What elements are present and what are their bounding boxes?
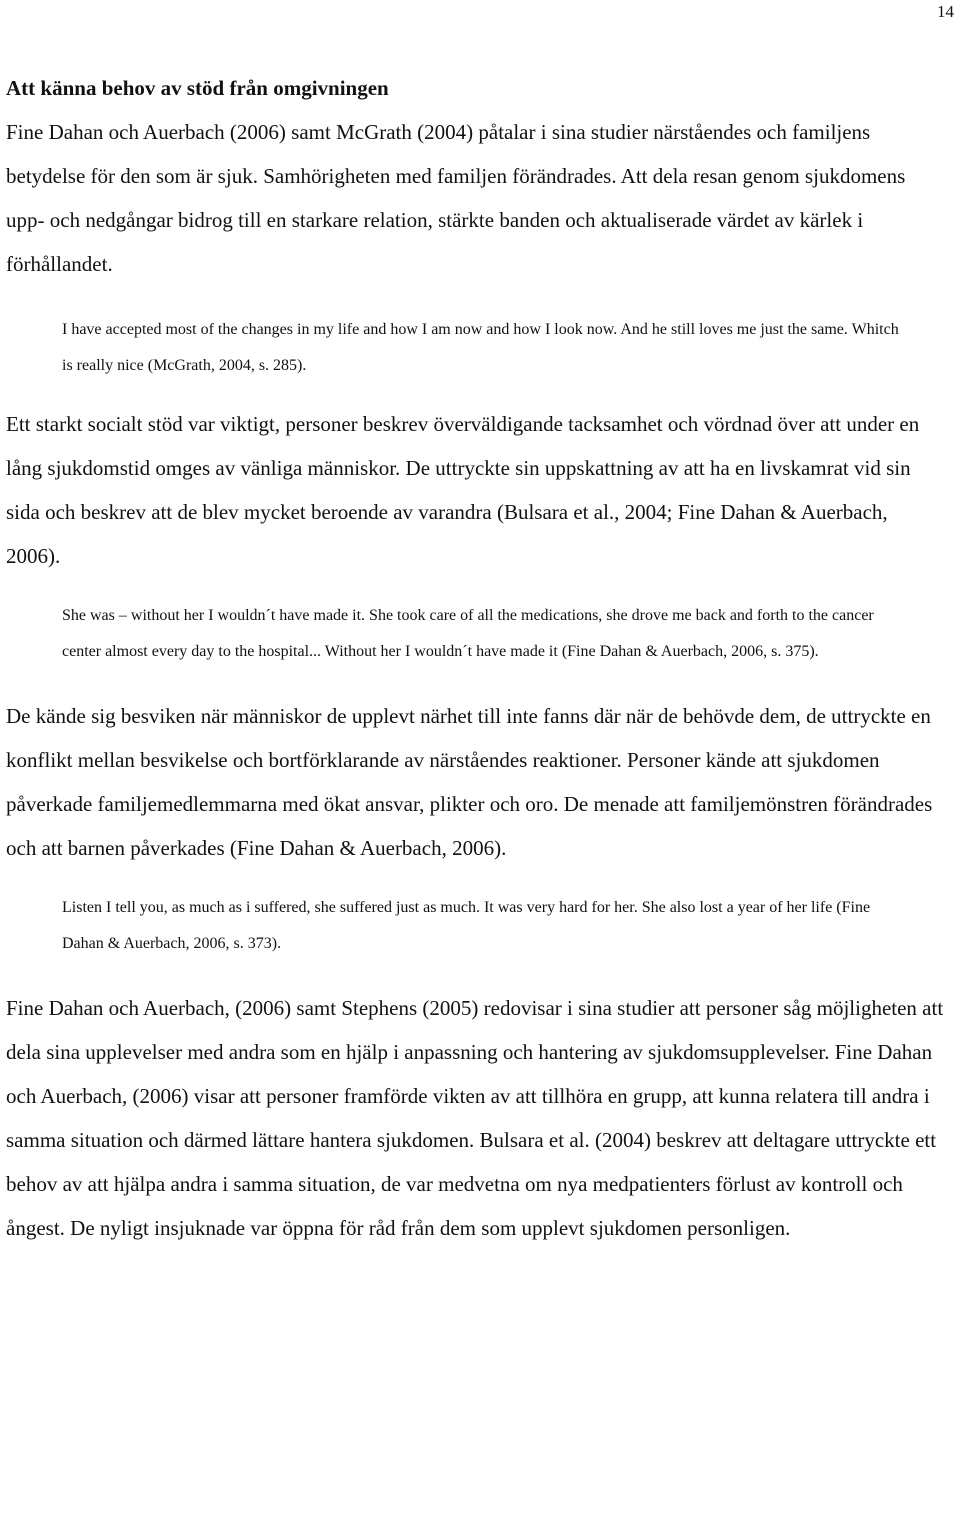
body-paragraph: Fine Dahan och Auerbach (2006) samt McGrath (2004) påtalar i sina studier närståendes och familjens betydelse för den som är sjuk. Samhörigheten med familjen förändrades. Att dela resan genom sjukdomens upp- och nedgångar bidrog till en starkare relation, stärkte banden och aktualiserade värdet av kärlek i förhållandet. (6, 120, 906, 276)
body-paragraph: Ett starkt socialt stöd var viktigt, personer beskrev överväldigande tacksamhet och vördnad över att under en lång sjukdomstid omges av vänliga människor. De uttryckte sin uppskattning av att ha en livskamrat vid sin sida och beskrev att de blev mycket beroende av varandra (Bulsara et al., 2004; Fine Dahan & Auerbach, 2006). (6, 412, 920, 568)
block-quote: Listen I tell you, as much as i suffered, she suffered just as much. It was very hard for her. She also lost a year of her life (Fine Dahan & Auerbach, 2006, s. 373). (62, 899, 871, 952)
block-quote: I have accepted most of the changes in my life and how I am now and how I look now. And he still loves me just the same. Whitch is really nice (McGrath, 2004, s. 285). (62, 321, 899, 374)
section-heading: Att känna behov av stöd från omgivningen (6, 76, 389, 100)
page-number: 14 (937, 2, 954, 21)
block-quote: She was – without her I wouldn´t have made it. She took care of all the medications, she drove me back and forth to the cancer center almost every day to the hospital... Without her I wouldn´t have made it (Fine Dahan & Auerbach, 2006, s. 375). (62, 607, 874, 660)
body-paragraph: Fine Dahan och Auerbach, (2006) samt Stephens (2005) redovisar i sina studier att personer såg möjligheten att dela sina upplevelser med andra som en hjälp i anpassning och hantering av sjukdomsupplevelser. Fine Dahan och Auerbach, (2006) visar att personer framförde vikten av att tillhöra en grupp, att kunna relatera till andra i samma situation och därmed lättare hantera sjukdomen. Bulsara et al. (2004) beskrev att deltagare uttryckte ett behov av att hjälpa andra i samma situation, de var medvetna om nya medpatienters förlust av kontroll och ångest. De nyligt insjuknade var öppna för råd från dem som upplevt sjukdomen personligen. (6, 996, 944, 1240)
document-body (6, 66, 946, 1250)
body-paragraph: De kände sig besviken när människor de upplevt närhet till inte fanns där när de behövde dem, de uttryckte en konflikt mellan besvikelse och bortförklarande av närståendes reaktioner. Personer kände att sjukdomen påverkade familjemedlemmarna med ökat ansvar, plikter och oro. De menade att familjemönstren förändrades och att barnen påverkades (Fine Dahan & Auerbach, 2006). (6, 704, 933, 860)
